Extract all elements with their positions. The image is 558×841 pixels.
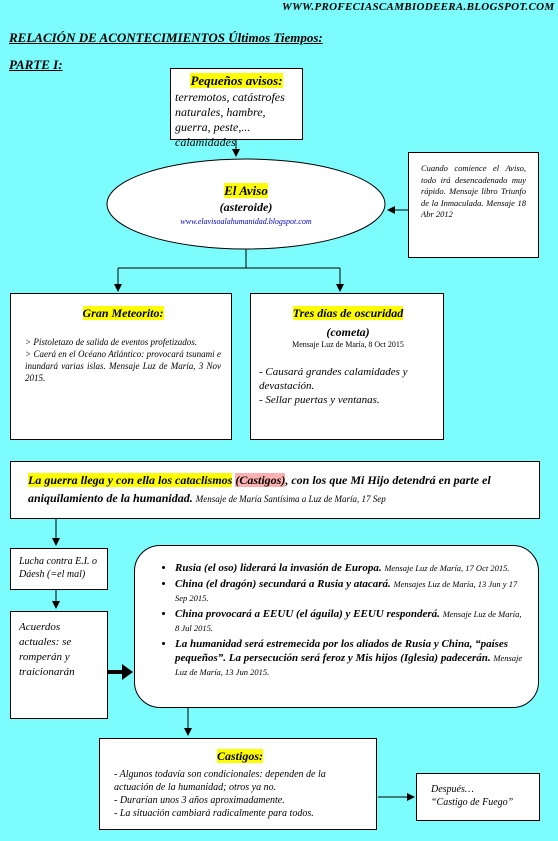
meteorito-heading: Gran Meteorito: [82,306,164,320]
castigos-heading: Castigos: [216,749,263,763]
aviso-url[interactable]: www.elavisoalahumanidad.blogspot.com [180,217,312,226]
despues-line1: Después… [431,784,474,795]
events-list [157,561,524,679]
despues-line2: “Castigo de Fuego” [431,797,514,808]
aviso-node [107,182,385,226]
oscuridad-item-2: - Sellar puertas y ventanas. [259,394,380,406]
part-label: PARTE I: [9,57,63,72]
meteorito-item-1: > Pistoletazo de salida de eventos profetizados. [25,337,197,347]
guerra-part2: , con los que Mi Hijo detendrá en parte el aniquilamiento de la humanidad. [28,473,491,505]
guerra-box [10,461,540,519]
castigos-item-1: - Algunos todavía son condicionales: dependen de la actuación de la humanidad; otros ya no. [114,769,326,793]
castigos-item-2: - Durarían unos 3 años aproximadamente. [114,795,285,806]
oscuridad-subheading: (cometa) [326,325,370,339]
pequenos-avisos-heading: Pequeños avisos: [190,73,283,88]
arrow-acuerdos-events [122,664,133,680]
oscuridad-item-1: - Causará grandes calamidades y devastación. [259,366,408,392]
aviso-note-box: Cuando comience el Aviso, todo irá desencadenado muy rápido. Mensaje libro Triunfo de la Inmaculada. Mensaje 18 Abr 2012 [408,152,539,258]
castigos-item-3: - La situación cambiará radicalmente para todos. [114,808,314,819]
pequenos-avisos-body: terremotos, catástrofes naturales, hambre, guerra, peste,... calamidades [175,90,285,149]
oscuridad-box [250,293,444,440]
meteorito-box [10,293,232,440]
castigos-box [99,738,377,830]
despues-box [416,773,540,821]
site-url: WWW.PROFECIASCAMBIODEERA.BLOGSPOT.COM [282,1,555,13]
guerra-source: Mensaje de María Santísima a Luz de María, 17 Sep [195,494,386,504]
oscuridad-heading: Tres días de oscuridad [292,306,404,320]
guerra-part1: La guerra llega y con ella los cataclismos [28,473,233,487]
event-item: • Rusia (el oso) liderará la invasión de Europa. Mensaje Luz de María, 17 Oct 2015. [175,561,524,575]
acuerdos-box: Acuerdos actuales: se romperán y traicionarán [10,611,108,719]
aviso-title: El Aviso [224,183,268,198]
events-box [134,545,539,708]
meteorito-item-2: > Caerá en el Océano Atlántico: provocará tsunami e inundará varias islas. Mensaje Luz de María, 3 Nov 2015. [25,349,221,383]
page-title: RELACIÓN DE ACONTECIMIENTOS Últimos Tiempos: [9,30,323,45]
event-item: • La humanidad será estremecida por los aliados de Rusia y China, “países pequeños”. La persecución será feroz y Mis hijos (Iglesia) padecerán. Mensaje Luz de María, 13 Jun 2015. [175,637,524,679]
event-item: • China provocará a EEUU (el águila) y EEUU responderá. Mensaje Luz de María, 8 Jul 2015. [175,607,524,635]
event-item: • China (el dragón) secundará a Rusia y atacará. Mensajes Luz de María, 13 Jun y 17 Sep 2015. [175,577,524,605]
lucha-box: Lucha contra E.I. o Dáesh (=el mal) [10,548,108,590]
oscuridad-source: Mensaje Luz de María, 8 Oct 2015 [292,340,404,349]
guerra-castigos: (Castigos) [235,473,286,487]
aviso-subtitle: (asteroide) [219,200,273,214]
